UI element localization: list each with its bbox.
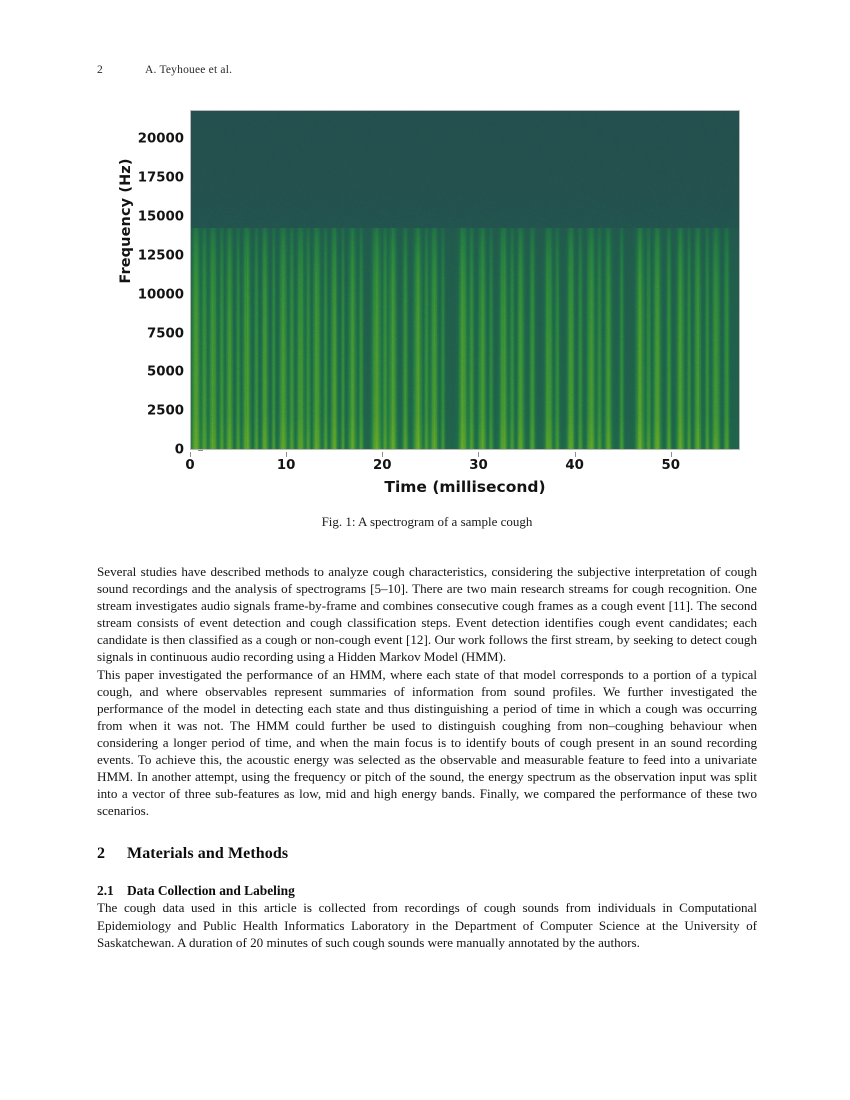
body-text: [97, 563, 757, 951]
x-tick-label: 50: [661, 458, 681, 473]
x-tick-mark: [575, 452, 576, 457]
y-tick-label: 15000: [137, 209, 184, 225]
subsection-number: 2.1: [97, 883, 114, 899]
x-axis-ticks: [185, 452, 740, 478]
y-tick-label: 7500: [146, 326, 184, 342]
subsection-heading-2-1: [97, 883, 757, 899]
spectrogram-plot: [97, 104, 757, 514]
figure-1: [97, 104, 757, 529]
page-number: 2: [97, 64, 103, 76]
y-tick-label: 12500: [137, 248, 184, 264]
subsection-title: Data Collection and Labeling: [127, 883, 295, 899]
paragraph-1: Several studies have described methods to analyze cough characteristics, considering the subjective interpretation of cough sound recordings and the analysis of spectrograms [5–10]. There are two main research streams for cough recognition. One stream investigates audio signals frame-by-frame and combines consecutive cough frames as a cough event [11]. The second stream consists of event detection and cough classification steps. Event detection identifies cough event candidates; each candidate is then classified as a cough or non-cough event [12]. Our work follows the first stream, by seeking to detect cough signals in continuous audio recording using a Hidden Markov Model (HMM).: [97, 564, 757, 665]
y-tick-label: 10000: [137, 287, 184, 303]
x-tick-mark: [478, 452, 479, 457]
section-heading-2: [97, 845, 757, 863]
x-tick-label: 30: [469, 458, 488, 473]
y-axis-ticks: [111, 110, 184, 458]
y-tick-label: 5000: [146, 364, 184, 380]
y-tick-mark: [198, 450, 203, 451]
x-tick-mark: [286, 452, 287, 457]
section-title: Materials and Methods: [127, 845, 289, 863]
y-tick-label: 2500: [146, 403, 184, 419]
x-tick-label: 0: [185, 458, 195, 473]
x-tick-label: 20: [373, 458, 392, 473]
running-head-authors: A. Teyhouee et al.: [145, 64, 233, 76]
x-tick-label: 10: [276, 458, 296, 473]
running-head: [97, 64, 757, 76]
paragraph-2: This paper investigated the performance of an HMM, where each state of that model corresponds to a portion of a typical cough, and where observables represent summaries of information from sound profiles. We further investigated the performance of the model in detecting each state and thus distinguishing a period of time in which a cough was occurring from when it was not. The HMM could further be used to distinguish coughing from non–coughing behaviour when considering a longer period of time, and when the main focus is to identify bouts of cough present in an sound recording events. To achieve this, the acoustic energy was selected as the observable and measurable feature to feed into a univariate HMM. In another attempt, using the frequency or pitch of the sound, the energy spectrum as the observation input was split into a vector of three sub-features as low, mid and high energy bands. Finally, we compared the performance of these two scenarios.: [97, 666, 757, 819]
x-tick-mark: [382, 452, 383, 457]
section-number: 2: [97, 845, 106, 863]
x-tick-label: 40: [565, 458, 584, 473]
paragraph-3: The cough data used in this article is collected from recordings of cough sounds from individuals in Computational Epidemiology and Public Health Informatics Laboratory in the Department of Computer Science at the University of Saskatchewan. A duration of 20 minutes of such cough sounds were manually annotated by the authors.: [97, 900, 757, 950]
y-axis-label: Frequency (Hz): [118, 158, 134, 284]
y-tick-label: 20000: [137, 131, 184, 147]
y-tick-label: 0: [174, 442, 184, 458]
x-tick-mark: [671, 452, 672, 457]
x-axis-label: Time (millisecond): [384, 478, 546, 496]
x-tick-mark: [190, 452, 191, 457]
spectrogram-image: [190, 110, 740, 450]
y-tick-label: 17500: [137, 170, 184, 186]
figure-caption: Fig. 1: A spectrogram of a sample cough: [321, 514, 533, 529]
